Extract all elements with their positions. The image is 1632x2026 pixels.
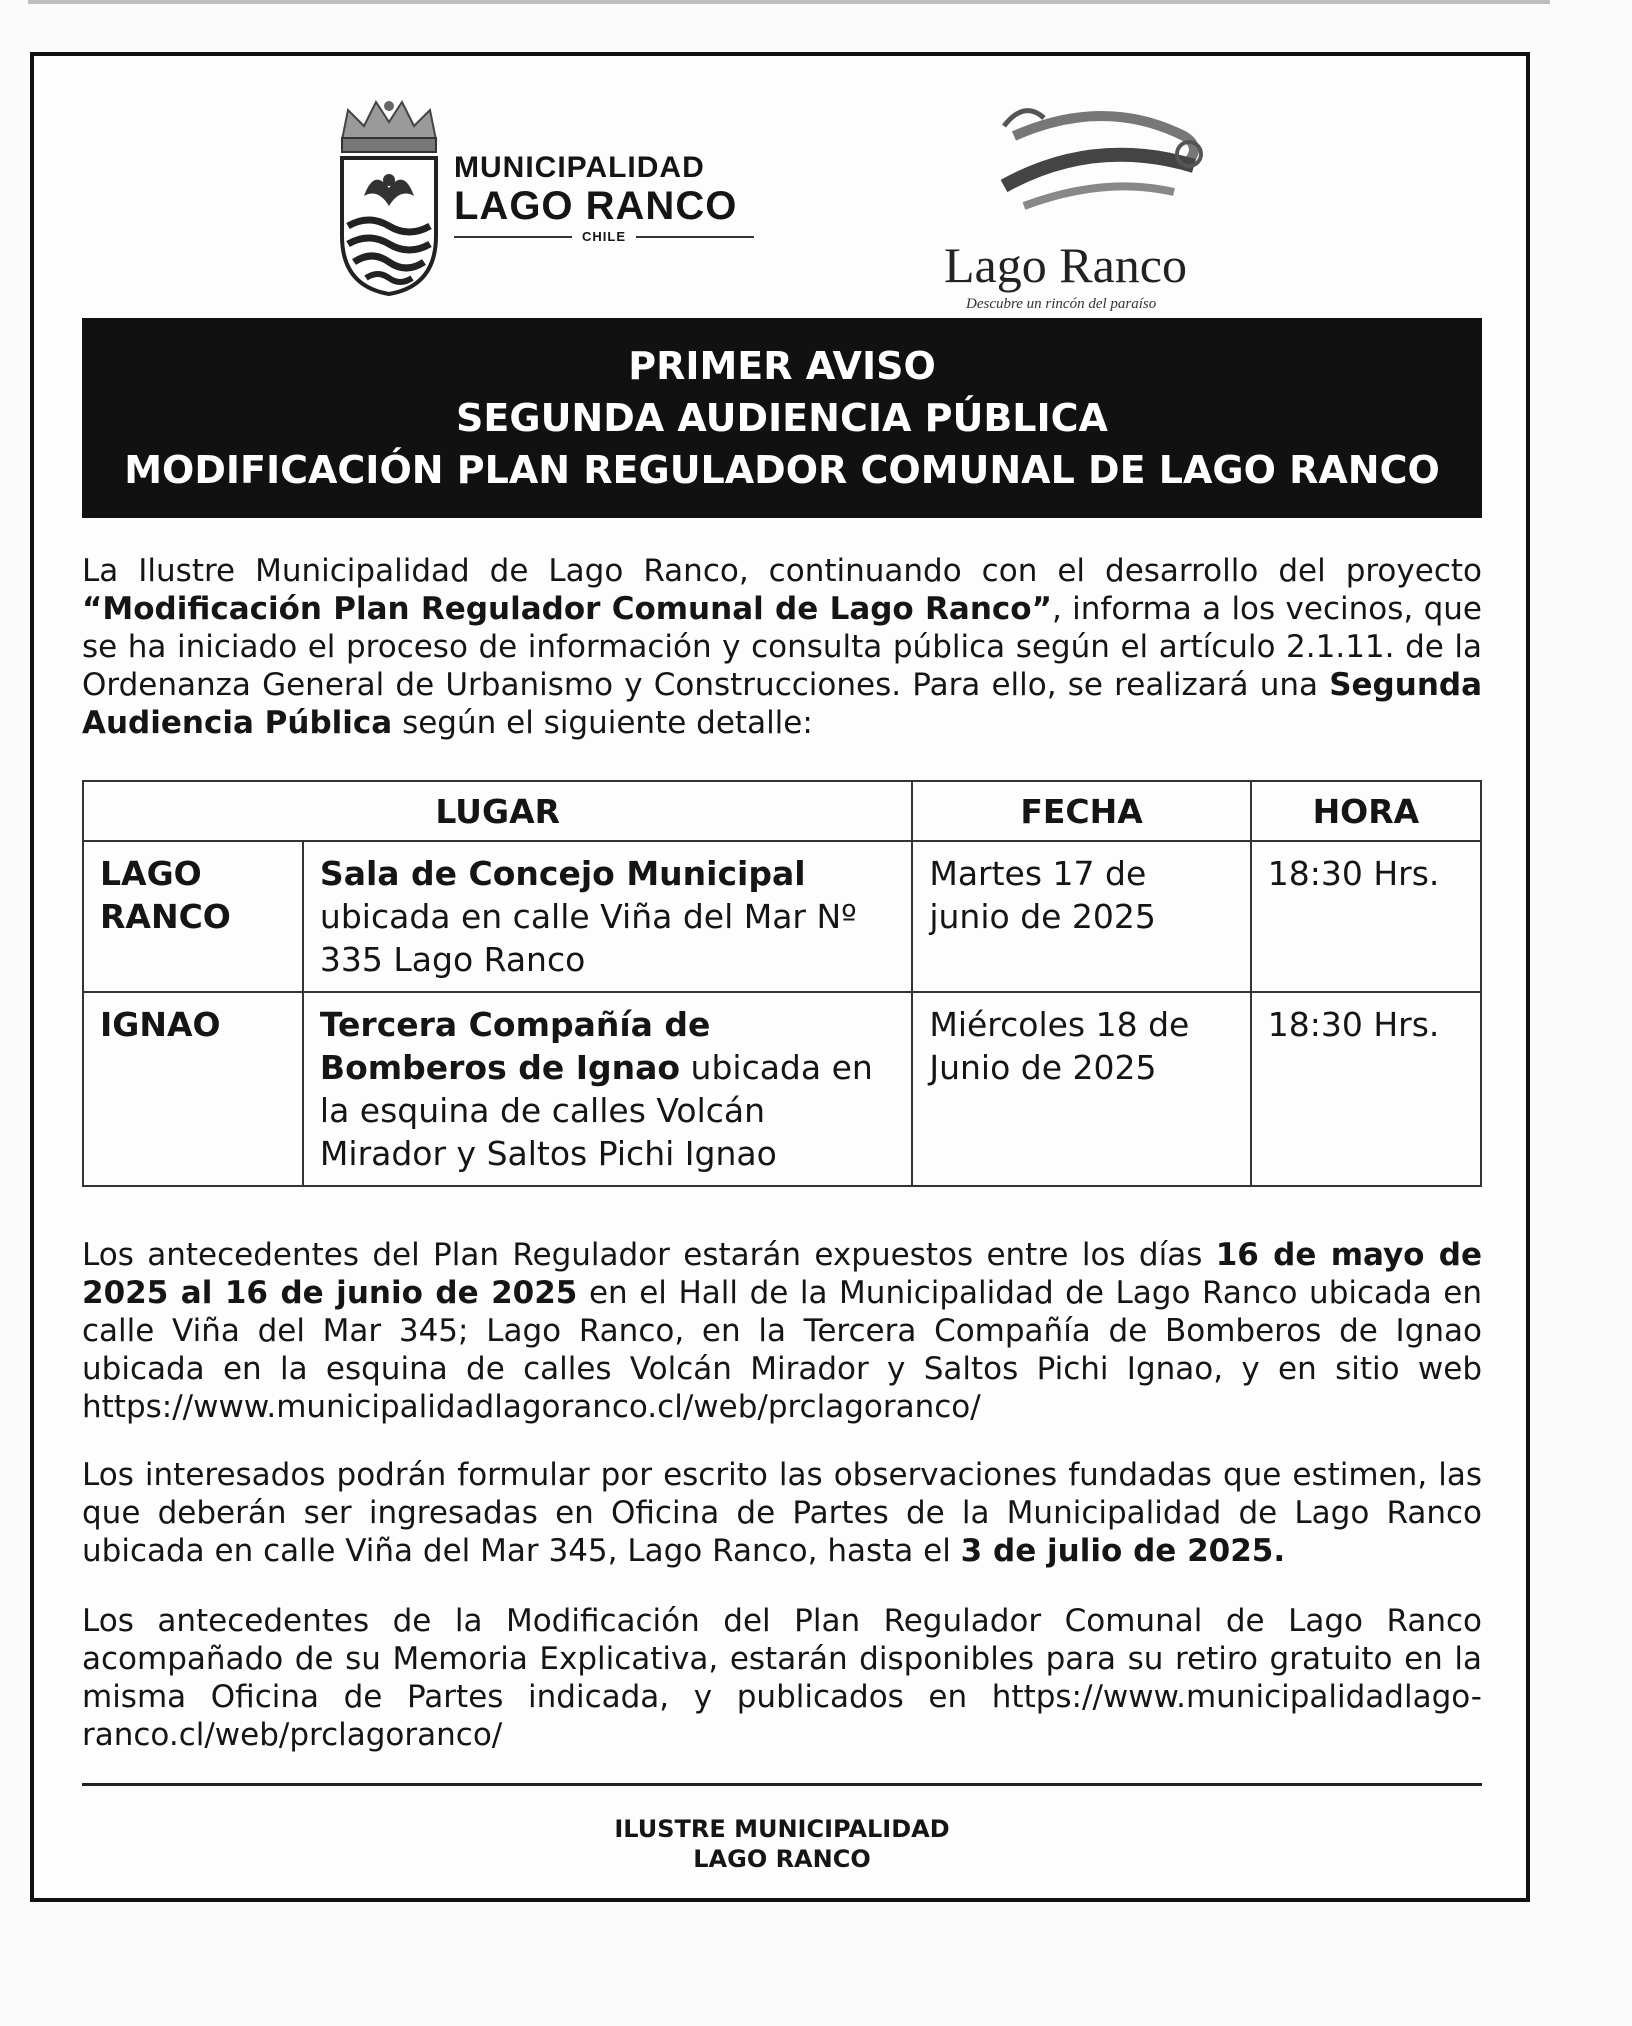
header-hour: HORA — [1251, 781, 1481, 841]
row-location: Sala de Concejo Municipal ubicada en calle Viña del Mar Nº 335 Lago Ranco — [303, 841, 912, 992]
tourism-logo-name: Lago Ranco — [944, 237, 1187, 293]
notice-title — [82, 318, 1482, 518]
schedule-table — [82, 780, 1482, 1187]
signature-line-1: ILUSTRE MUNICIPALIDAD — [614, 1815, 950, 1843]
header-date: FECHA — [912, 781, 1250, 841]
table-row — [83, 841, 1481, 992]
row-place: IGNAO — [83, 992, 303, 1186]
tourism-logo — [944, 96, 1274, 312]
header-place: LUGAR — [83, 781, 912, 841]
observations-paragraph: Los interesados podrán formular por escrito las observaciones fundadas que estimen, las que deberán ser ingresadas en Oficina de Partes de la Municipalidad de Lago Ranco ubicada en calle Viña del Mar 345, Lago Ranco, hasta el 3 de julio de 2025. — [82, 1457, 1482, 1569]
availability-paragraph: Los antecedentes de la Modificación del Plan Regulador Comunal de Lago Ranco acompañado de su Memoria Explicativa, estarán disponibles para su retiro gratuito en la misma Oficina de Partes indicada, y publicados en https://www.municipalidadlago-ranco.cl/web/prclagoranco/ — [82, 1603, 1482, 1753]
row-date: Miércoles 18 de Junio de 2025 — [912, 992, 1250, 1186]
row-hour: 18:30 Hrs. — [1251, 992, 1481, 1186]
municipality-logo-line2: LAGO RANCO — [454, 184, 738, 228]
municipality-logo-line1: MUNICIPALIDAD — [454, 151, 705, 184]
exhibit-paragraph: Los antecedentes del Plan Regulador estarán expuestos entre los días 16 de mayo de 2025 al 16 de junio de 2025 en el Hall de la Municipalidad de Lago Ranco ubicada en calle Viña del Mar 345; Lago Ranco, en la Tercera Compañía de Bomberos de Ignao ubicada en la esquina de calles Volcán Mirador y Saltos Pichi Ignao, y en sitio web https://www.municipalidadlagoranco.cl/web/prclagoranco/ — [82, 1237, 1482, 1425]
municipality-logo-country-row — [454, 229, 754, 244]
intro-paragraph: La Ilustre Municipalidad de Lago Ranco, continuando con el desarrollo del proyecto “Modificación Plan Regulador Comunal de Lago Ranco”, informa a los vecinos, que se ha iniciado el proceso de información y consulta pública según el artículo 2.1.11. de la Ordenanza General de Urbanismo y Construcciones. Para ello, se realizará una Segunda Audiencia Pública según el siguiente detalle: — [82, 553, 1483, 741]
swirl-ribbon-icon — [984, 96, 1224, 236]
top-rule — [28, 0, 1550, 4]
row-location: Tercera Compañía de Bomberos de Ignao ubicada en la esquina de calles Volcán Mirador y Saltos Pichi Ignao — [303, 992, 912, 1186]
schedule-header-row — [83, 781, 1481, 841]
title-line-3: MODIFICACIÓN PLAN REGULADOR COMUNAL DE LAGO RANCO — [124, 448, 1440, 492]
row-date: Martes 17 de junio de 2025 — [912, 841, 1250, 992]
signature-line-2: LAGO RANCO — [693, 1845, 871, 1873]
municipality-logo — [334, 96, 774, 296]
table-row — [83, 992, 1481, 1186]
row-hour: 18:30 Hrs. — [1251, 841, 1481, 992]
signature-block — [82, 1814, 1482, 1874]
notice-frame — [30, 52, 1530, 1902]
signature-rule — [82, 1783, 1482, 1786]
municipality-logo-country: CHILE — [582, 229, 626, 244]
title-line-2: SEGUNDA AUDIENCIA PÚBLICA — [456, 396, 1108, 440]
row-place: LAGO RANCO — [83, 841, 303, 992]
tourism-logo-tagline: Descubre un rincón del paraíso — [966, 296, 1157, 312]
municipality-crest-icon — [334, 96, 444, 296]
title-line-1: PRIMER AVISO — [628, 344, 936, 388]
